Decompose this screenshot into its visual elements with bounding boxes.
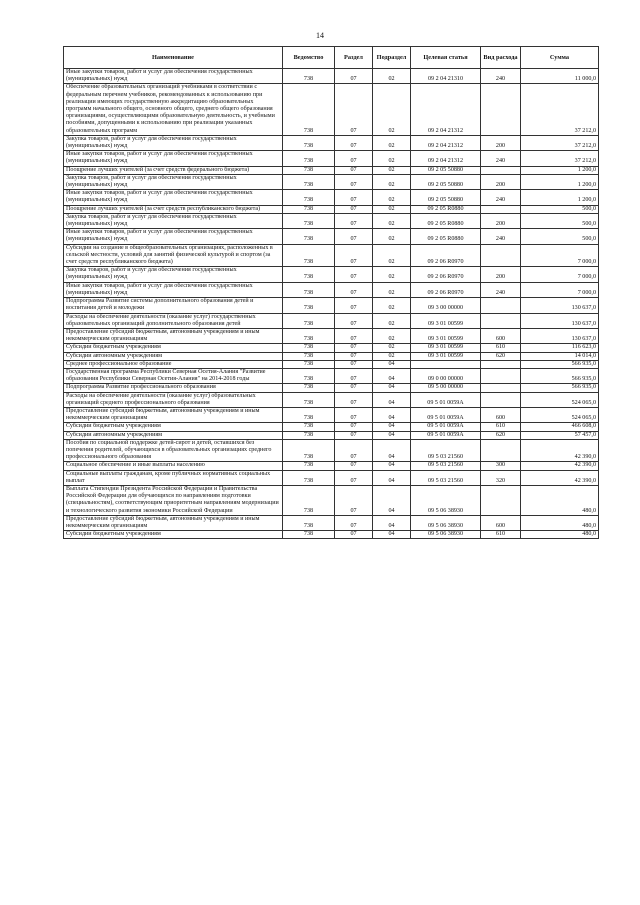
row-name: Закупка товаров, работ и услуг для обеспечения государственных (муниципальных) нужд <box>64 174 283 189</box>
row-vedomstvo: 738 <box>283 244 335 267</box>
header-vid: Вид расхода <box>481 47 521 69</box>
row-razdel: 07 <box>335 298 373 313</box>
row-target: 09 5 03 21560 <box>411 439 481 462</box>
row-podrazdel: 02 <box>373 229 411 244</box>
table-row <box>64 352 599 360</box>
row-sum: 480,0 <box>521 485 599 515</box>
row-vedomstvo: 738 <box>283 229 335 244</box>
row-vedomstvo: 738 <box>283 462 335 470</box>
row-vid: 610 <box>481 344 521 352</box>
row-target: 09 5 06 38930 <box>411 515 481 530</box>
row-podrazdel: 04 <box>373 439 411 462</box>
row-razdel: 07 <box>335 213 373 228</box>
row-podrazdel: 02 <box>373 313 411 328</box>
table-row <box>64 360 599 368</box>
row-vedomstvo: 738 <box>283 368 335 383</box>
row-target: 09 5 01 0059А <box>411 407 481 422</box>
row-vedomstvo: 738 <box>283 313 335 328</box>
row-vedomstvo: 738 <box>283 470 335 485</box>
row-sum: 42 390,0 <box>521 470 599 485</box>
row-vid: 610 <box>481 423 521 431</box>
row-vid <box>481 485 521 515</box>
row-target: 09 5 00 00000 <box>411 384 481 392</box>
row-vedomstvo: 738 <box>283 135 335 150</box>
row-razdel: 07 <box>335 392 373 407</box>
row-vedomstvo: 738 <box>283 360 335 368</box>
row-target: 09 5 03 21560 <box>411 470 481 485</box>
row-name: Иные закупки товаров, работ и услуг для обеспечения государственных (муниципальных) нужд <box>64 151 283 166</box>
row-target: 09 2 05 R0880 <box>411 213 481 228</box>
row-target: 09 2 06 R0970 <box>411 267 481 282</box>
table-row <box>64 392 599 407</box>
row-vid: 600 <box>481 407 521 422</box>
row-target: 09 2 05 R0880 <box>411 205 481 213</box>
row-vid: 200 <box>481 135 521 150</box>
row-vedomstvo: 738 <box>283 69 335 84</box>
row-razdel: 07 <box>335 166 373 174</box>
row-vid: 620 <box>481 431 521 439</box>
row-target: 09 2 05 50880 <box>411 174 481 189</box>
table-row <box>64 431 599 439</box>
row-sum: 37 212,0 <box>521 135 599 150</box>
row-name: Иные закупки товаров, работ и услуг для обеспечения государственных (муниципальных) нужд <box>64 69 283 84</box>
row-name: Иные закупки товаров, работ и услуг для обеспечения государственных (муниципальных) нужд <box>64 190 283 205</box>
row-target <box>411 360 481 368</box>
row-podrazdel: 02 <box>373 69 411 84</box>
row-target: 09 2 04 21312 <box>411 135 481 150</box>
row-razdel: 07 <box>335 515 373 530</box>
row-podrazdel: 02 <box>373 135 411 150</box>
row-podrazdel: 04 <box>373 392 411 407</box>
row-podrazdel: 02 <box>373 282 411 297</box>
row-sum: 42 390,0 <box>521 439 599 462</box>
row-podrazdel: 04 <box>373 423 411 431</box>
row-sum: 11 000,0 <box>521 69 599 84</box>
table-row <box>64 344 599 352</box>
row-podrazdel: 04 <box>373 368 411 383</box>
row-vid <box>481 360 521 368</box>
row-vedomstvo: 738 <box>283 328 335 343</box>
table-row <box>64 267 599 282</box>
row-sum: 466 608,0 <box>521 423 599 431</box>
row-sum: 500,0 <box>521 213 599 228</box>
row-razdel: 07 <box>335 470 373 485</box>
row-razdel: 07 <box>335 431 373 439</box>
table-row <box>64 84 599 135</box>
table-row <box>64 439 599 462</box>
row-name: Предоставление субсидий бюджетным, автономным учреждениям и иным некоммерческим организациям <box>64 328 283 343</box>
row-sum: 480,0 <box>521 515 599 530</box>
row-name: Предоставление субсидий бюджетным, автономным учреждениям и иным некоммерческим организациям <box>64 407 283 422</box>
row-vid <box>481 313 521 328</box>
row-sum: 1 200,0 <box>521 190 599 205</box>
table-row <box>64 229 599 244</box>
table-row <box>64 515 599 530</box>
row-sum: 1 200,0 <box>521 174 599 189</box>
row-razdel: 07 <box>335 423 373 431</box>
row-vedomstvo: 738 <box>283 384 335 392</box>
row-vid <box>481 392 521 407</box>
row-target: 09 2 05 50880 <box>411 190 481 205</box>
row-sum: 500,0 <box>521 205 599 213</box>
row-vedomstvo: 738 <box>283 423 335 431</box>
row-target: 09 2 05 R0880 <box>411 229 481 244</box>
row-vedomstvo: 738 <box>283 392 335 407</box>
table-row <box>64 244 599 267</box>
row-name: Субсидии автономным учреждениям <box>64 352 283 360</box>
row-sum: 116 623,0 <box>521 344 599 352</box>
row-razdel: 07 <box>335 360 373 368</box>
row-razdel: 07 <box>335 69 373 84</box>
row-podrazdel: 02 <box>373 267 411 282</box>
row-sum: 524 065,0 <box>521 407 599 422</box>
table-row <box>64 213 599 228</box>
row-sum: 566 935,0 <box>521 360 599 368</box>
row-target: 09 2 04 21312 <box>411 84 481 135</box>
row-razdel: 07 <box>335 190 373 205</box>
row-sum: 524 065,0 <box>521 392 599 407</box>
row-name: Субсидии бюджетным учреждениям <box>64 423 283 431</box>
row-podrazdel: 04 <box>373 515 411 530</box>
row-vid: 620 <box>481 352 521 360</box>
row-name: Закупка товаров, работ и услуг для обеспечения государственных (муниципальных) нужд <box>64 213 283 228</box>
row-podrazdel: 04 <box>373 407 411 422</box>
row-vedomstvo: 738 <box>283 166 335 174</box>
row-vid <box>481 205 521 213</box>
row-name: Закупка товаров, работ и услуг для обеспечения государственных (муниципальных) нужд <box>64 135 283 150</box>
row-razdel: 07 <box>335 531 373 539</box>
row-vedomstvo: 738 <box>283 515 335 530</box>
header-vedomstvo: Ведомство <box>283 47 335 69</box>
row-vid: 240 <box>481 190 521 205</box>
row-vedomstvo: 738 <box>283 205 335 213</box>
row-name: Государственная программа Республики Северная Осетия-Алания "Развитие образования Республики Северная Осетия-Алания" на 2014-2018 годы <box>64 368 283 383</box>
row-podrazdel: 02 <box>373 244 411 267</box>
row-vedomstvo: 738 <box>283 407 335 422</box>
table-row <box>64 407 599 422</box>
row-razdel: 07 <box>335 328 373 343</box>
row-target: 09 2 04 21310 <box>411 69 481 84</box>
row-name: Иные закупки товаров, работ и услуг для обеспечения государственных (муниципальных) нужд <box>64 229 283 244</box>
row-sum: 37 212,0 <box>521 84 599 135</box>
row-target: 09 3 01 00599 <box>411 344 481 352</box>
row-name: Социальные выплаты гражданам, кроме публичных нормативных социальных выплат <box>64 470 283 485</box>
row-razdel: 07 <box>335 151 373 166</box>
row-sum: 480,0 <box>521 531 599 539</box>
row-vedomstvo: 738 <box>283 174 335 189</box>
row-target: 09 5 01 0059А <box>411 431 481 439</box>
row-sum: 42 390,0 <box>521 462 599 470</box>
row-name: Поощрение лучших учителей (за счет средств федерального бюджета) <box>64 166 283 174</box>
row-vid: 610 <box>481 531 521 539</box>
row-sum: 130 637,0 <box>521 313 599 328</box>
row-vid: 240 <box>481 282 521 297</box>
row-sum: 7 000,0 <box>521 267 599 282</box>
row-name: Пособия по социальной поддержке детей-сирот и детей, оставшихся без попечения родителей, обучающихся в образовательных организациях среднего профессионального образования <box>64 439 283 462</box>
row-vedomstvo: 738 <box>283 431 335 439</box>
row-name: Субсидии на создание в общеобразовательных организациях, расположенных в сельской местности, условий для занятий физической культурой и спортом (за счет средств республиканского бюджета) <box>64 244 283 267</box>
table-row <box>64 69 599 84</box>
row-sum: 130 637,0 <box>521 298 599 313</box>
row-vid <box>481 166 521 174</box>
table-row <box>64 531 599 539</box>
row-razdel: 07 <box>335 384 373 392</box>
row-vedomstvo: 738 <box>283 213 335 228</box>
row-razdel: 07 <box>335 244 373 267</box>
table-row <box>64 135 599 150</box>
row-razdel: 07 <box>335 84 373 135</box>
row-podrazdel: 02 <box>373 352 411 360</box>
table-row <box>64 313 599 328</box>
row-target: 09 5 01 0059А <box>411 392 481 407</box>
row-name: Субсидии бюджетным учреждениям <box>64 531 283 539</box>
row-podrazdel: 04 <box>373 531 411 539</box>
header-sum: Сумма <box>521 47 599 69</box>
row-target: 09 0 00 00000 <box>411 368 481 383</box>
table-row <box>64 384 599 392</box>
row-target: 09 3 01 00599 <box>411 328 481 343</box>
table-row <box>64 328 599 343</box>
row-razdel: 07 <box>335 205 373 213</box>
row-podrazdel: 02 <box>373 174 411 189</box>
row-name: Субсидии бюджетным учреждениям <box>64 344 283 352</box>
row-target: 09 2 06 R0970 <box>411 282 481 297</box>
row-name: Подпрограмма Развитие системы дополнительного образования детей и воспитания детей и молодежи <box>64 298 283 313</box>
table-row <box>64 298 599 313</box>
row-razdel: 07 <box>335 462 373 470</box>
header-razdel: Раздел <box>335 47 373 69</box>
header-target: Целевая статья <box>411 47 481 69</box>
table-row <box>64 423 599 431</box>
row-vedomstvo: 738 <box>283 352 335 360</box>
budget-table <box>63 46 599 539</box>
row-razdel: 07 <box>335 368 373 383</box>
table-row <box>64 190 599 205</box>
row-vid: 240 <box>481 151 521 166</box>
table-row <box>64 166 599 174</box>
row-podrazdel: 02 <box>373 84 411 135</box>
row-sum: 566 935,0 <box>521 384 599 392</box>
row-vedomstvo: 738 <box>283 531 335 539</box>
row-vedomstvo: 738 <box>283 84 335 135</box>
row-razdel: 07 <box>335 407 373 422</box>
row-vid: 240 <box>481 69 521 84</box>
row-target: 09 5 06 38930 <box>411 485 481 515</box>
page-number: 14 <box>316 31 324 40</box>
row-razdel: 07 <box>335 313 373 328</box>
row-name: Среднее профессиональное образование <box>64 360 283 368</box>
row-podrazdel: 02 <box>373 190 411 205</box>
row-vid: 200 <box>481 174 521 189</box>
row-vid: 300 <box>481 462 521 470</box>
row-target: 09 3 01 00599 <box>411 352 481 360</box>
row-razdel: 07 <box>335 344 373 352</box>
row-target: 09 3 00 00000 <box>411 298 481 313</box>
row-sum: 566 935,0 <box>521 368 599 383</box>
row-vid <box>481 298 521 313</box>
row-sum: 57 457,0 <box>521 431 599 439</box>
row-sum: 500,0 <box>521 229 599 244</box>
row-vedomstvo: 738 <box>283 485 335 515</box>
row-vedomstvo: 738 <box>283 267 335 282</box>
row-vedomstvo: 738 <box>283 151 335 166</box>
row-podrazdel: 02 <box>373 205 411 213</box>
table-row <box>64 174 599 189</box>
row-target: 09 5 01 0059А <box>411 423 481 431</box>
row-podrazdel: 02 <box>373 328 411 343</box>
row-name: Расходы на обеспечение деятельности (оказание услуг) государственных образовательных организаций дополнительного образования детей <box>64 313 283 328</box>
row-name: Иные закупки товаров, работ и услуг для обеспечения государственных (муниципальных) нужд <box>64 282 283 297</box>
row-name: Обеспечение образовательных организаций учебниками в соответствии с федеральным перечнем учебников, рекомендованных к использованию при реализации имеющих государственную аккредитацию образовательных программ начального общего, основного общего, среднего общего образования организациями, осуществляющими образовательную деятельность, и учебными пособиями, допущенными к использованию при реализации указанных образовательных программ <box>64 84 283 135</box>
row-podrazdel: 04 <box>373 485 411 515</box>
row-vedomstvo: 738 <box>283 190 335 205</box>
table-header-row <box>64 47 599 69</box>
row-podrazdel: 02 <box>373 166 411 174</box>
row-podrazdel: 04 <box>373 431 411 439</box>
row-name: Поощрение лучших учителей (за счет средств республиканского бюджета) <box>64 205 283 213</box>
row-name: Субсидии автономным учреждениям <box>64 431 283 439</box>
row-razdel: 07 <box>335 135 373 150</box>
row-target: 09 5 03 21560 <box>411 462 481 470</box>
row-vid: 600 <box>481 515 521 530</box>
table-row <box>64 462 599 470</box>
row-vedomstvo: 738 <box>283 282 335 297</box>
row-vid: 600 <box>481 328 521 343</box>
row-target: 09 3 01 00599 <box>411 313 481 328</box>
row-vid: 200 <box>481 267 521 282</box>
row-vid <box>481 244 521 267</box>
row-podrazdel: 02 <box>373 151 411 166</box>
row-name: Расходы на обеспечение деятельности (оказание услуг) образовательных организаций среднего профессионального образования <box>64 392 283 407</box>
row-podrazdel: 04 <box>373 384 411 392</box>
row-vid <box>481 384 521 392</box>
row-razdel: 07 <box>335 267 373 282</box>
row-name: Выплата Стипендии Президента Российской Федерации и Правительства Российской Федерации для обучающихся по направлениям подготовки (специальностям), соответствующим приоритетным направлениям модернизации и технологического развития экономики Российской Федерации <box>64 485 283 515</box>
header-podrazdel: Подраздел <box>373 47 411 69</box>
table-row <box>64 470 599 485</box>
row-vedomstvo: 738 <box>283 439 335 462</box>
row-sum: 7 000,0 <box>521 244 599 267</box>
row-name: Социальное обеспечение и иные выплаты населению <box>64 462 283 470</box>
row-target: 09 2 05 50880 <box>411 166 481 174</box>
row-razdel: 07 <box>335 352 373 360</box>
row-podrazdel: 02 <box>373 298 411 313</box>
row-sum: 37 212,0 <box>521 151 599 166</box>
row-vedomstvo: 738 <box>283 344 335 352</box>
row-vid <box>481 84 521 135</box>
row-sum: 7 000,0 <box>521 282 599 297</box>
row-target: 09 5 06 38930 <box>411 531 481 539</box>
row-name: Закупка товаров, работ и услуг для обеспечения государственных (муниципальных) нужд <box>64 267 283 282</box>
row-sum: 130 637,0 <box>521 328 599 343</box>
row-vid: 240 <box>481 229 521 244</box>
table-row <box>64 282 599 297</box>
row-podrazdel: 04 <box>373 470 411 485</box>
row-sum: 14 014,0 <box>521 352 599 360</box>
table-row <box>64 205 599 213</box>
row-name: Подпрограмма Развитие профессионального образования <box>64 384 283 392</box>
row-vid <box>481 439 521 462</box>
row-vid <box>481 368 521 383</box>
row-target: 09 2 04 21312 <box>411 151 481 166</box>
row-podrazdel: 04 <box>373 360 411 368</box>
row-podrazdel: 04 <box>373 462 411 470</box>
row-target: 09 2 06 R0970 <box>411 244 481 267</box>
table-row <box>64 485 599 515</box>
row-vedomstvo: 738 <box>283 298 335 313</box>
table-row <box>64 151 599 166</box>
row-sum: 1 200,0 <box>521 166 599 174</box>
row-vid: 200 <box>481 213 521 228</box>
row-razdel: 07 <box>335 282 373 297</box>
row-razdel: 07 <box>335 439 373 462</box>
row-vid: 320 <box>481 470 521 485</box>
row-razdel: 07 <box>335 485 373 515</box>
row-razdel: 07 <box>335 229 373 244</box>
row-podrazdel: 02 <box>373 213 411 228</box>
row-name: Предоставление субсидий бюджетным, автономным учреждениям и иным некоммерческим организациям <box>64 515 283 530</box>
header-name: Наименование <box>64 47 283 69</box>
row-podrazdel: 02 <box>373 344 411 352</box>
row-razdel: 07 <box>335 174 373 189</box>
table-row <box>64 368 599 383</box>
